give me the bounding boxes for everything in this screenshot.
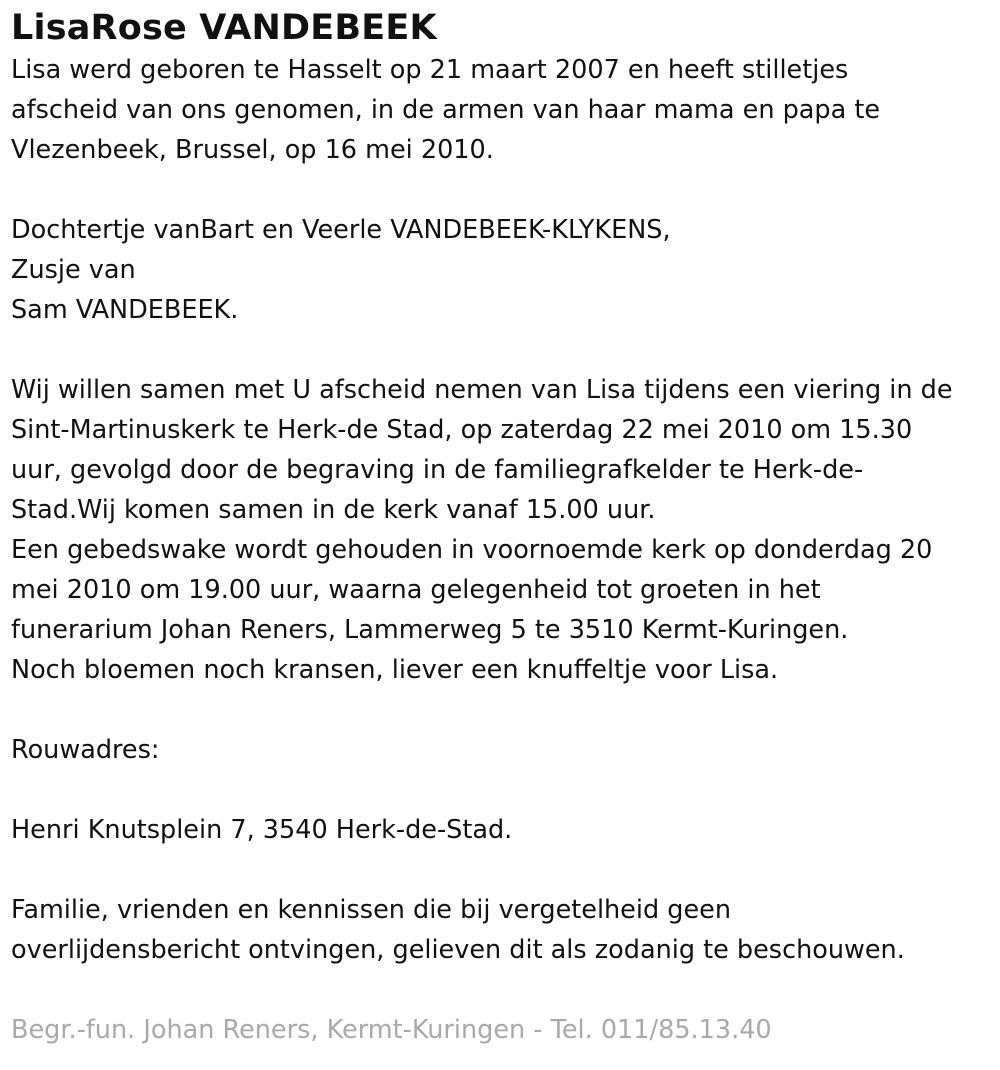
paragraph-spacer xyxy=(11,690,989,730)
ceremony-line: funerarium Johan Reners, Lammerweg 5 te 3510 Kermt-Kuringen. xyxy=(11,615,849,645)
family-line: Sam VANDEBEEK. xyxy=(11,295,239,325)
ceremony-line: Een gebedswake wordt gehouden in voornoemde kerk op donderdag 20 xyxy=(11,535,933,565)
intro-line: afscheid van ons genomen, in de armen van haar mama en papa te xyxy=(11,95,881,125)
paragraph-spacer xyxy=(11,970,989,1010)
family-line: Zusje van xyxy=(11,255,136,285)
ceremony-line: Sint-Martinuskerk te Herk-de Stad, op zaterdag 22 mei 2010 om 15.30 xyxy=(11,415,913,445)
paragraph-spacer xyxy=(11,170,989,210)
ceremony-line: Noch bloemen noch kransen, liever een knuffeltje voor Lisa. xyxy=(11,655,779,685)
intro-line: Lisa werd geboren te Hasselt op 21 maart 2007 en heeft stilletjes xyxy=(11,55,849,85)
paragraph-spacer xyxy=(11,770,989,810)
intro-paragraph xyxy=(11,50,989,170)
ceremony-line: uur, gevolgd door de begraving in de familiegrafkelder te Herk-de- xyxy=(11,455,864,485)
family-paragraph xyxy=(11,210,989,330)
closing-line: Familie, vrienden en kennissen die bij vergetelheid geen xyxy=(11,895,731,925)
family-line: Dochtertje vanBart en Veerle VANDEBEEK-KLYKENS, xyxy=(11,215,671,245)
funeral-home-footer: Begr.-fun. Johan Reners, Kermt-Kuringen - Tel. 011/85.13.40 xyxy=(11,1015,772,1045)
mourning-address: Henri Knutsplein 7, 3540 Herk-de-Stad. xyxy=(11,815,513,845)
address-label: Rouwadres: xyxy=(11,735,160,765)
paragraph-spacer xyxy=(11,850,989,890)
paragraph-spacer xyxy=(11,330,989,370)
ceremony-line: mei 2010 om 19.00 uur, waarna gelegenheid tot groeten in het xyxy=(11,575,821,605)
closing-line: overlijdensbericht ontvingen, gelieven dit als zodanig te beschouwen. xyxy=(11,935,905,965)
ceremony-paragraph xyxy=(11,370,989,690)
ceremony-line: Wij willen samen met U afscheid nemen van Lisa tijdens een viering in de xyxy=(11,375,953,405)
ceremony-line: Stad.Wij komen samen in de kerk vanaf 15.00 uur. xyxy=(11,495,656,525)
deceased-name: LisaRose VANDEBEEK xyxy=(11,8,437,48)
intro-line: Vlezenbeek, Brussel, op 16 mei 2010. xyxy=(11,135,494,165)
closing-paragraph xyxy=(11,890,989,970)
